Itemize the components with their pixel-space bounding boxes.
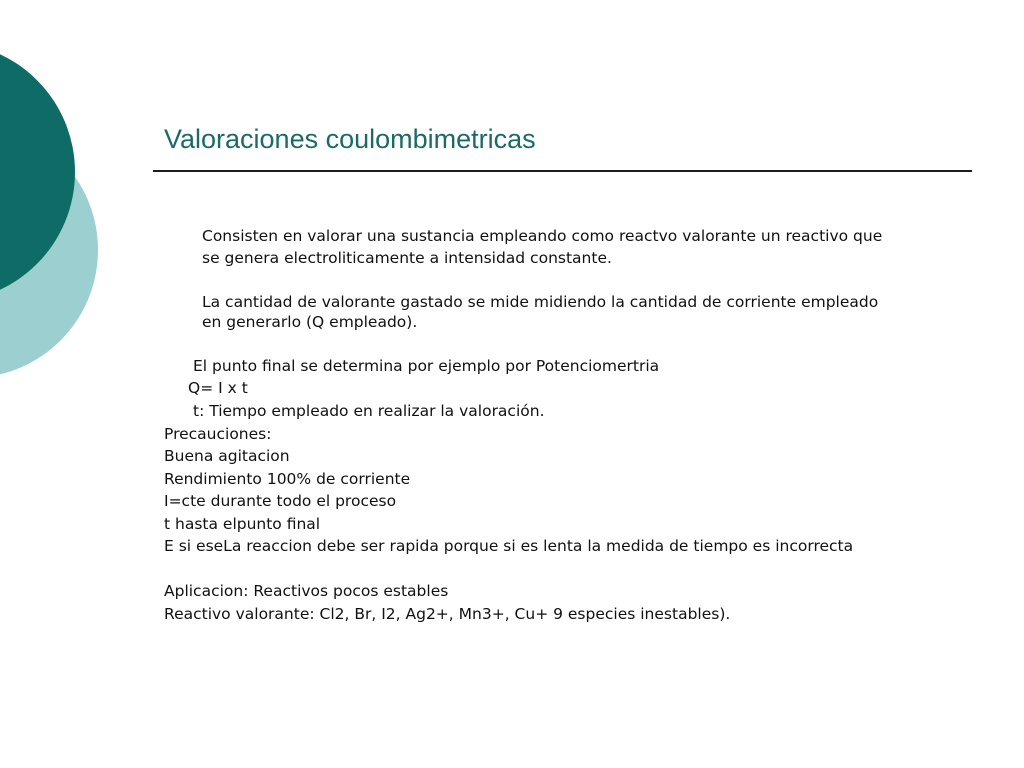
paragraph-1-line-2: se genera electroliticamente a intensidad constante. (202, 249, 612, 267)
reagents-text: Reactivo valorante: Cl2, Br, I2, Ag2+, Mn3+, Cu+ 9 especies inestables). (164, 605, 731, 623)
paragraph-2-line-1: La cantidad de valorante gastado se mide midiendo la cantidad de corriente empleado (202, 293, 879, 311)
precaution-item: Buena agitacion (164, 447, 290, 465)
application-text: Aplicacion: Reactivos pocos estables (164, 582, 449, 600)
paragraph-1-line-1: Consisten en valorar una sustancia empleando como reactvo valorante un reactivo que (202, 227, 883, 245)
precaution-item: I=cte durante todo el proceso (164, 492, 397, 510)
precautions-heading: Precauciones: (164, 425, 272, 443)
slide-title: Valoraciones coulombimetricas (164, 124, 536, 154)
precaution-item: E si eseLa reaccion debe ser rapida porque si es lenta la medida de tiempo es incorrecta (164, 537, 854, 555)
precaution-item: Rendimiento 100% de corriente (164, 470, 411, 488)
time-definition: t: Tiempo empleado en realizar la valoración. (193, 402, 545, 420)
formula-text: Q= I x t (188, 379, 248, 397)
endpoint-text: El punto final se determina por ejemplo por Potenciomertria (193, 357, 660, 375)
paragraph-2-line-2: en generarlo (Q empleado). (202, 313, 418, 331)
precaution-item: t hasta elpunto final (164, 515, 321, 533)
